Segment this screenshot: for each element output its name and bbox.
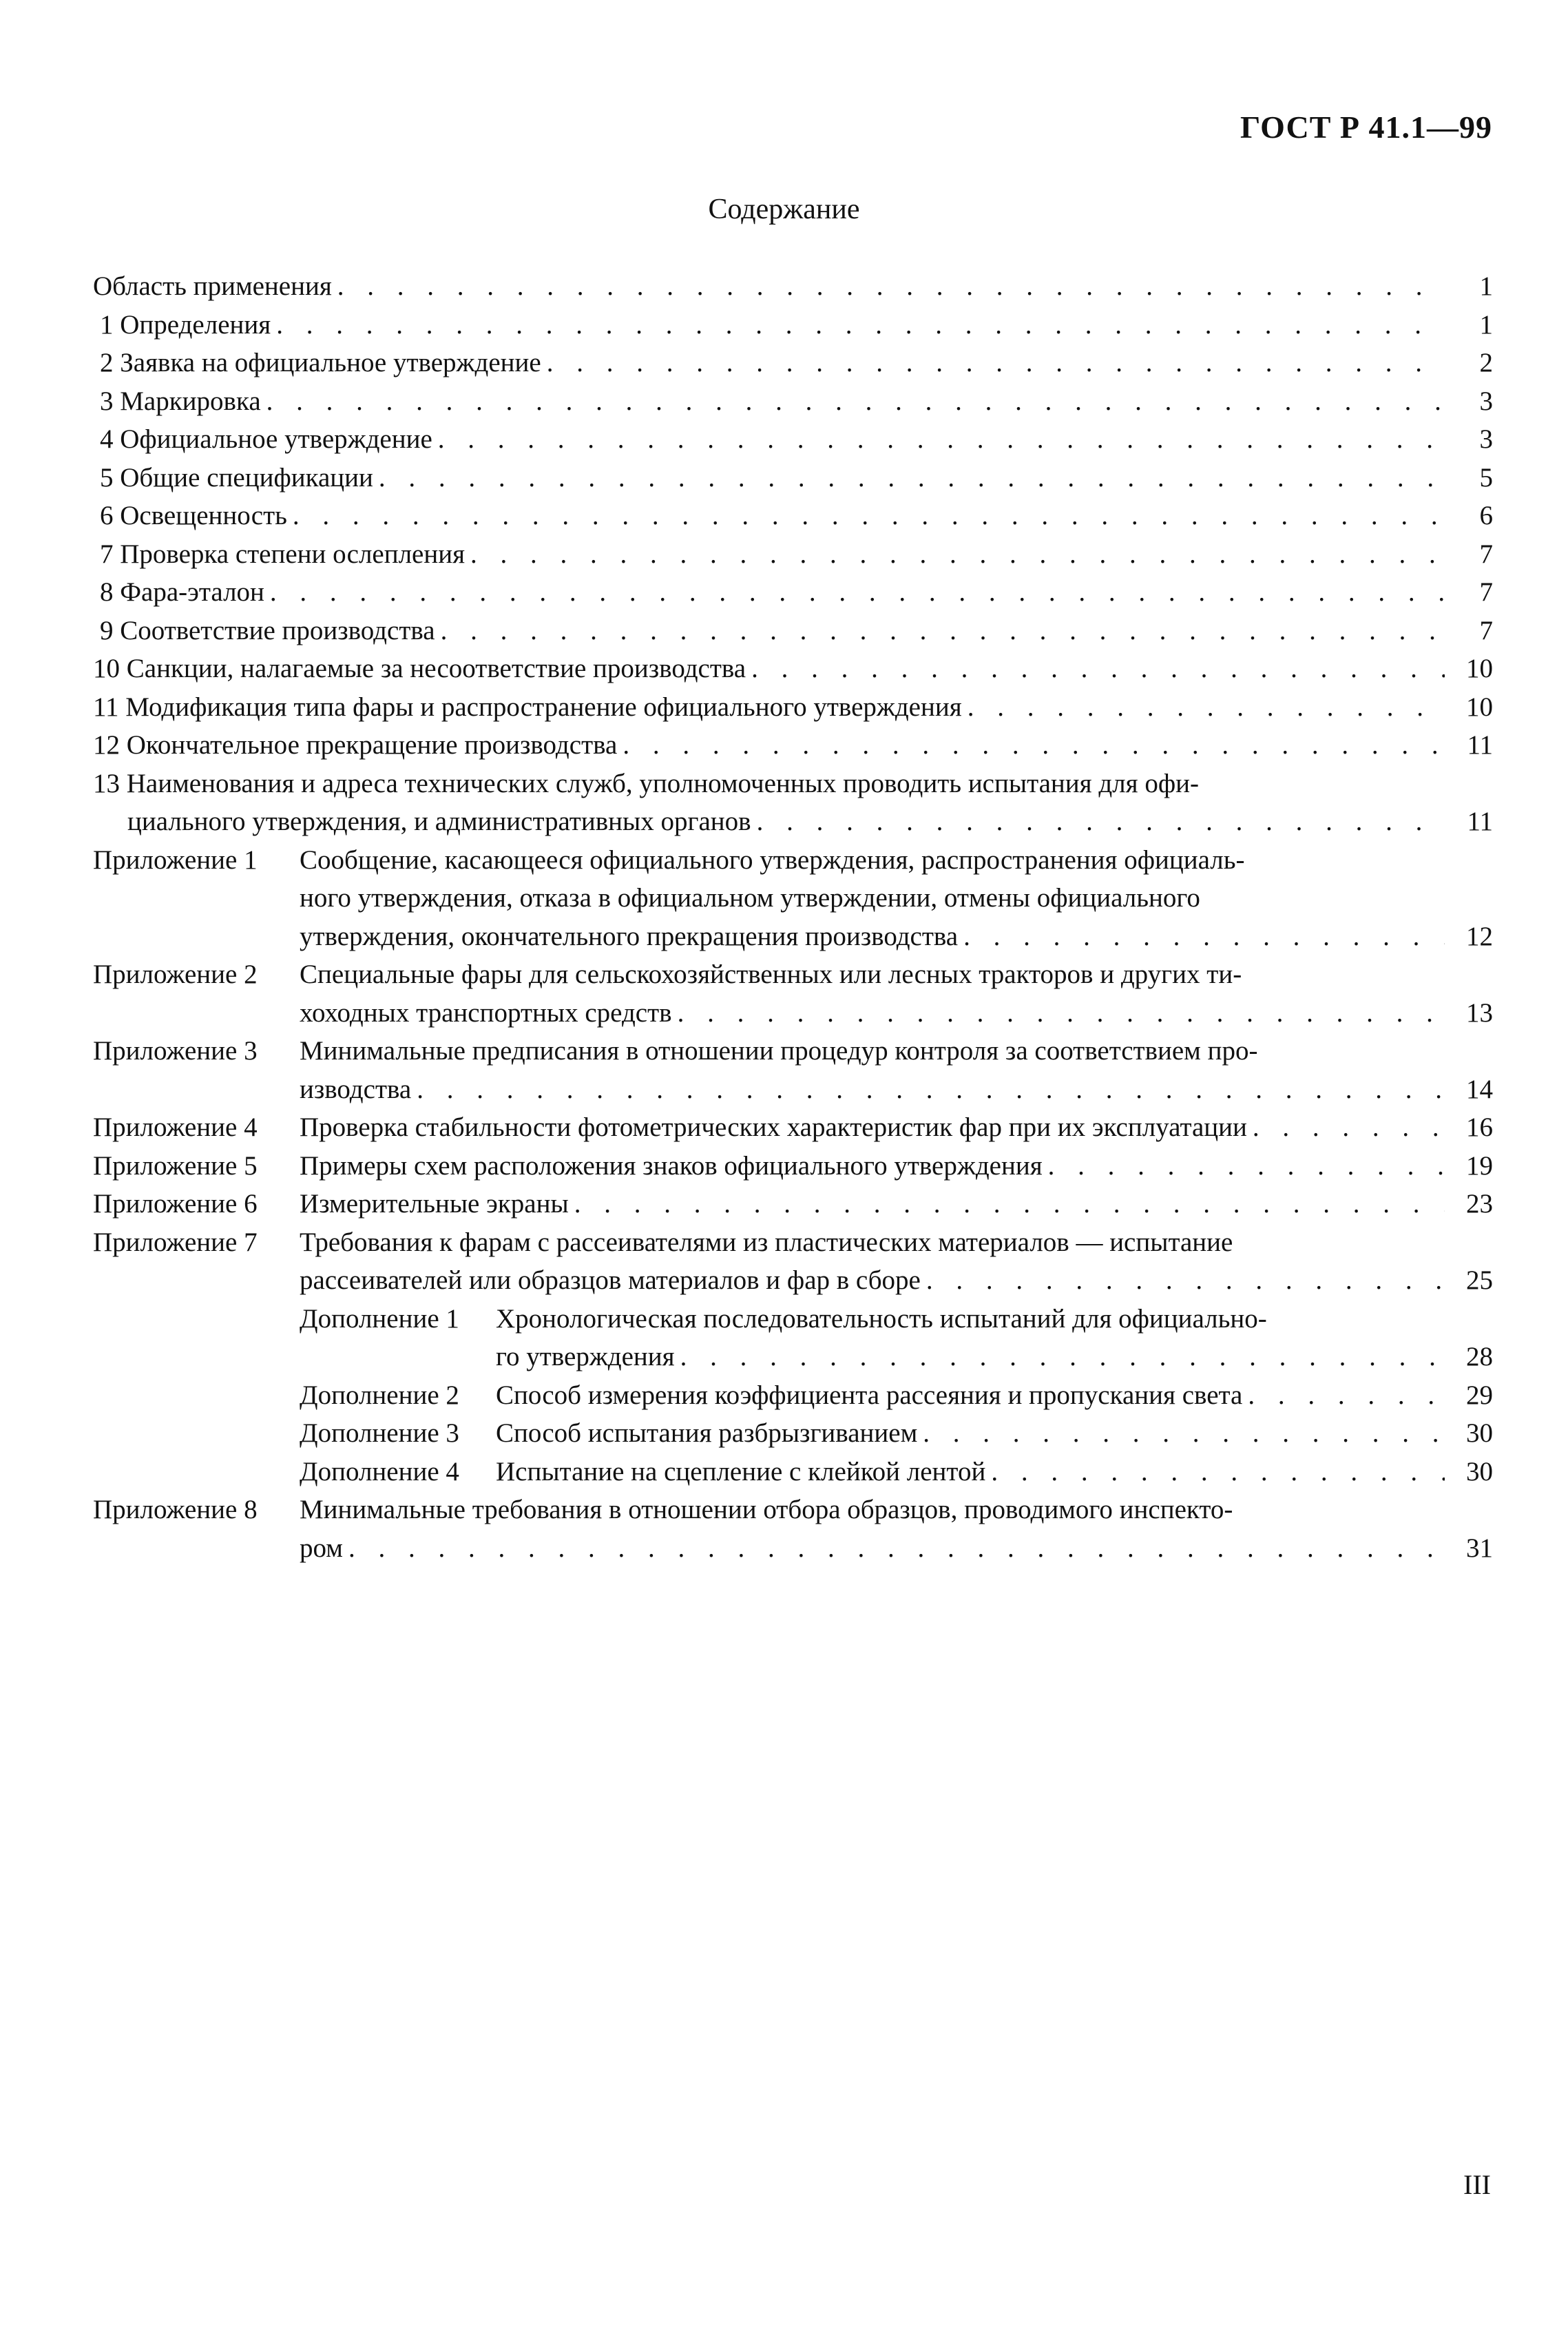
toc-entry-text: Способ испытания разбрызгиванием [496,1418,918,1448]
annex-label: Приложение 4 [93,1112,258,1142]
dot-leader [332,267,1445,306]
toc-page-number: 25 [1466,1265,1493,1295]
toc-entry-section-10[interactable] [93,650,1493,688]
dot-leader [287,497,1445,535]
toc-entry-text: 12 Окончательное прекращение производства [93,730,618,760]
toc-entry-text: утверждения, окончательного прекращения производства [300,921,959,951]
toc-page-number: 28 [1466,1342,1493,1371]
toc-entry-text: ром [300,1533,343,1563]
toc-page-number: 3 [1479,424,1493,454]
toc-entry-text: Измерительные экраны [300,1189,569,1219]
toc-page-number: 1 [1479,309,1493,340]
toc-entry-section-13[interactable] [93,765,1493,841]
dot-leader [617,726,1445,765]
toc-entry-section-2[interactable] [93,344,1493,382]
toc-entry-text: Требования к фарам с рассеивателями из пластических материалов — испытание [300,1227,1233,1257]
toc-entry-text: 4 Официальное утверждение [100,424,432,454]
toc-page-number: 5 [1479,462,1493,493]
toc-entry-section-1[interactable] [93,306,1493,344]
dot-leader [261,382,1445,421]
toc-entry-text: Минимальные требования в отношении отбора образцов, проводимого инспекто- [300,1495,1233,1524]
dot-leader [917,1414,1445,1453]
toc-entry-scope[interactable] [93,267,1493,306]
toc-page-number: 10 [1466,692,1493,722]
toc-entry-section-8[interactable] [93,573,1493,612]
toc-entry-text: 10 Санкции, налагаемые за несоответствие производства [93,654,746,683]
toc-entry-supplement-2[interactable] [93,1376,1493,1415]
toc-entry-text: рассеивателей или образцов материалов и фар в сборе [300,1265,921,1295]
toc-entry-text: ного утверждения, отказа в официальном утверждении, отмены официального [300,883,1200,913]
toc-page-number: 31 [1466,1533,1493,1563]
toc-page-number: 29 [1466,1380,1493,1410]
toc-entry-text: Испытание на сцепление с клейкой лентой [496,1456,986,1486]
toc-page-number: 1 [1479,271,1493,301]
dot-leader [569,1185,1445,1223]
toc-page-number: 7 [1479,539,1493,569]
toc-page-number: 7 [1479,577,1493,607]
toc-page-number: 16 [1466,1112,1493,1142]
table-of-contents [93,267,1493,1567]
toc-entry-supplement-1[interactable] [93,1300,1493,1376]
toc-page-number: 7 [1479,615,1493,645]
toc-entry-text: Хронологическая последовательность испытаний для официально- [496,1303,1267,1334]
toc-entry-section-12[interactable] [93,726,1493,765]
page-number: III [1463,2169,1491,2200]
toc-entry-text: 7 Проверка степени ослепления [100,539,466,569]
supplement-label: Дополнение 2 [300,1380,459,1410]
toc-entry-annex-2[interactable] [93,955,1493,1032]
toc-entry-annex-7[interactable] [93,1223,1493,1300]
toc-entry-annex-1[interactable] [93,841,1493,956]
annex-label: Приложение 6 [93,1189,258,1219]
dot-leader [672,994,1445,1033]
toc-entry-text: Минимальные предписания в отношении процедур контроля за соответствием про- [300,1036,1258,1066]
dot-leader [675,1338,1445,1376]
dot-leader [962,688,1445,727]
dot-leader [921,1261,1445,1300]
toc-page-number: 30 [1466,1456,1493,1486]
toc-entry-section-11[interactable] [93,688,1493,727]
dot-leader [1242,1376,1445,1415]
toc-page-number: 13 [1466,997,1493,1028]
supplement-label: Дополнение 4 [300,1456,459,1486]
toc-entry-section-7[interactable] [93,535,1493,574]
annex-label: Приложение 5 [93,1150,258,1181]
toc-page-number: 10 [1466,654,1493,683]
toc-entry-text: 6 Освещенность [100,501,287,530]
toc-entry-section-9[interactable] [93,612,1493,650]
toc-entry-text: 5 Общие спецификации [100,462,373,493]
toc-page-number: 2 [1479,348,1493,377]
toc-entry-section-6[interactable] [93,497,1493,535]
toc-entry-section-5[interactable] [93,459,1493,497]
supplement-label: Дополнение 3 [300,1418,459,1448]
toc-entry-text: Сообщение, касающееся официального утверждения, распространения официаль- [300,845,1245,875]
toc-entry-text: Специальные фары для сельскохозяйственных или лесных тракторов и других ти- [300,960,1242,989]
annex-label: Приложение 1 [93,845,258,875]
dot-leader [465,535,1445,574]
document-code: ГОСТ Р 41.1—99 [1240,110,1492,145]
toc-page-number: 19 [1466,1150,1493,1181]
toc-page-number: 30 [1466,1418,1493,1448]
toc-entry-annex-6[interactable] [93,1185,1493,1223]
toc-entry-annex-8[interactable] [93,1491,1493,1567]
toc-entry-annex-5[interactable] [93,1147,1493,1185]
dot-leader [435,612,1445,650]
toc-entry-text: 1 Определения [100,309,271,340]
dot-leader [1247,1108,1445,1147]
toc-page-number: 11 [1467,730,1493,760]
toc-entry-text: Примеры схем расположения знаков официального утверждения [300,1150,1043,1181]
indent-spacer [93,1453,300,1491]
dot-leader [958,918,1445,956]
toc-entry-annex-3[interactable] [93,1032,1493,1108]
toc-entry-text: 3 Маркировка [100,386,261,416]
dot-leader [746,650,1445,688]
toc-page-number: 14 [1466,1074,1493,1104]
toc-page-number: 12 [1466,921,1493,951]
toc-entry-text: Способ измерения коэффициента рассеяния и пропускания света [496,1380,1243,1410]
dot-leader [373,459,1445,497]
dot-leader [411,1070,1445,1109]
dot-leader [264,573,1445,612]
supplement-label: Дополнение 1 [300,1303,459,1334]
dot-leader [271,306,1445,344]
annex-label: Приложение 3 [93,1036,258,1066]
toc-entry-text: 8 Фара-эталон [100,577,264,607]
toc-entry-section-3[interactable] [93,382,1493,421]
toc-entry-supplement-3[interactable] [93,1414,1493,1453]
toc-entry-text: 9 Соответствие производства [100,615,435,645]
annex-label: Приложение 8 [93,1495,258,1524]
dot-leader [541,344,1445,382]
dot-leader [751,802,1445,841]
toc-entry-text: изводства [300,1074,412,1104]
toc-entry-section-4[interactable] [93,420,1493,459]
dot-leader [432,420,1445,459]
annex-label: Приложение 7 [93,1227,258,1257]
dot-leader [985,1453,1445,1491]
toc-page-number: 11 [1467,807,1493,836]
toc-entry-text: 2 Заявка на официальное утверждение [100,348,541,377]
dot-leader [343,1529,1445,1568]
toc-entry-text: хоходных транспортных средств [300,997,672,1028]
toc-page-number: 23 [1466,1189,1493,1219]
toc-entry-annex-4[interactable] [93,1108,1493,1147]
indent-spacer [93,1414,300,1453]
toc-page-number: 6 [1479,501,1493,530]
toc-entry-text: го утверждения [496,1342,675,1371]
page-title: Содержание [708,194,860,225]
indent-spacer [93,1300,300,1376]
dot-leader [1043,1147,1445,1185]
annex-label: Приложение 2 [93,960,258,989]
toc-page-number: 3 [1479,386,1493,416]
toc-entry-text: Проверка стабильности фотометрических характеристик фар при их эксплуатации [300,1112,1247,1142]
toc-entry-text: Область применения [93,271,332,301]
toc-entry-text: 13 Наименования и адреса технических служб, уполномоченных проводить испытания для офи- [93,768,1199,798]
toc-entry-text: циального утверждения, и административных органов [127,807,751,836]
toc-entry-supplement-4[interactable] [93,1453,1493,1491]
indent-spacer [93,1376,300,1415]
toc-entry-text: 11 Модификация типа фары и распространение официального утверждения [93,692,962,722]
